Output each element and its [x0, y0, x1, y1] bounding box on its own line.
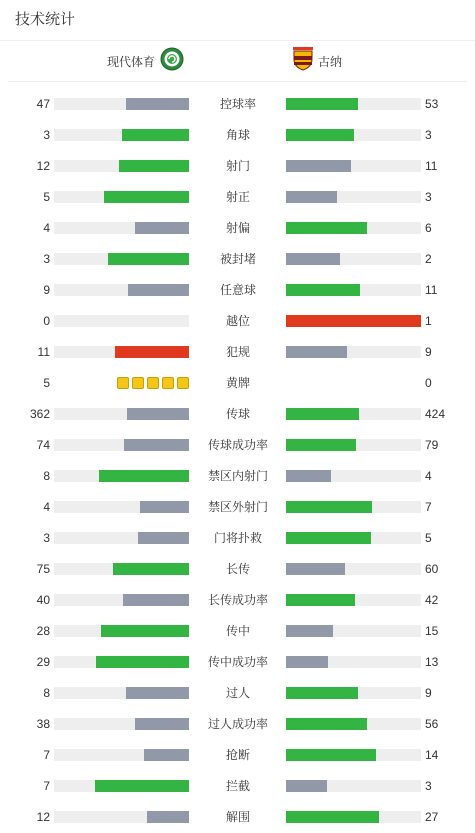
away-stat-value: 56 [425, 717, 439, 731]
home-stat-bar-track [54, 191, 189, 203]
away-stat-bar-track [286, 811, 421, 823]
away-stat-value: 11 [425, 283, 438, 297]
team-header-row [8, 41, 467, 82]
home-team-name: 现代体育 [106, 54, 155, 69]
away-stat-bar-track [286, 439, 421, 451]
away-stat-value: 3 [425, 128, 432, 142]
home-stat-value: 362 [29, 407, 50, 421]
home-stat-value: 28 [36, 624, 50, 638]
stat-row [0, 616, 475, 647]
stat-label: 解围 [225, 810, 250, 824]
stat-row [0, 151, 475, 182]
away-stat-bar [286, 625, 333, 637]
stat-row [0, 709, 475, 740]
home-stat-bar [99, 470, 189, 482]
home-stat-value: 40 [36, 593, 50, 607]
away-stat-bar-track [286, 315, 421, 327]
home-yellow-cards [54, 377, 189, 389]
away-team-logo-icon [293, 47, 313, 76]
stat-label: 任意球 [219, 283, 256, 297]
home-stat-bar [135, 718, 189, 730]
away-stat-value: 6 [425, 221, 432, 235]
yellow-card-icon [177, 377, 189, 389]
stat-row [0, 89, 475, 120]
home-team[interactable] [107, 49, 184, 73]
stat-label: 抢断 [225, 748, 250, 762]
stat-row [0, 399, 475, 430]
home-stat-bar-track [54, 625, 189, 637]
home-stat-value: 12 [36, 810, 50, 824]
stat-row [0, 368, 475, 399]
stat-label: 被封堵 [219, 252, 256, 266]
home-stat-bar [108, 253, 189, 265]
home-stat-bar [135, 222, 189, 234]
home-stat-bar [104, 191, 189, 203]
away-stat-value: 9 [425, 345, 432, 359]
away-stat-bar-track [286, 129, 421, 141]
home-stat-bar [101, 625, 189, 637]
away-team-name: 古纳 [318, 54, 343, 69]
away-stat-value: 7 [425, 500, 432, 514]
stat-label: 禁区内射门 [207, 469, 268, 483]
home-stat-bar [119, 160, 189, 172]
away-stat-bar [286, 439, 356, 451]
stat-row [0, 306, 475, 337]
stat-row [0, 492, 475, 523]
away-stat-value: 79 [425, 438, 439, 452]
home-stat-value: 5 [43, 376, 50, 390]
stat-label: 传球 [225, 407, 250, 421]
stat-row [0, 678, 475, 709]
home-stat-value: 0 [43, 314, 50, 328]
home-stat-value: 12 [36, 159, 50, 173]
stat-row [0, 182, 475, 213]
home-stat-bar-track [54, 718, 189, 730]
stat-label: 射正 [225, 190, 250, 204]
home-stat-value: 9 [43, 283, 50, 297]
away-stat-bar-track [286, 470, 421, 482]
away-stat-bar-track [286, 532, 421, 544]
away-stat-bar-track [286, 749, 421, 761]
away-stat-bar-track [286, 284, 421, 296]
home-stat-bar-track [54, 222, 189, 234]
home-team-logo-icon [160, 47, 184, 76]
home-stat-value: 3 [43, 252, 50, 266]
home-stat-bar-track [54, 253, 189, 265]
away-stat-bar [286, 253, 340, 265]
home-stat-value: 7 [43, 748, 50, 762]
away-stat-bar-track [286, 160, 421, 172]
away-stat-bar [286, 687, 358, 699]
stat-row [0, 461, 475, 492]
home-stat-bar [128, 284, 189, 296]
away-team[interactable] [293, 49, 342, 73]
away-stat-bar [286, 780, 327, 792]
home-stat-bar [122, 129, 190, 141]
home-stat-value: 5 [43, 190, 50, 204]
away-stat-value: 3 [425, 779, 432, 793]
home-stat-bar [126, 687, 189, 699]
home-stat-value: 47 [36, 97, 50, 111]
home-stat-bar [140, 501, 189, 513]
stat-label: 拦截 [225, 779, 250, 793]
away-stat-bar [286, 284, 360, 296]
stat-label: 射偏 [225, 221, 250, 235]
stat-row [0, 337, 475, 368]
away-stat-bar-track [286, 98, 421, 110]
stat-row [0, 213, 475, 244]
away-stat-bar [286, 594, 355, 606]
home-stat-bar-track [54, 98, 189, 110]
home-stat-bar-track [54, 687, 189, 699]
home-stat-value: 75 [36, 562, 50, 576]
yellow-card-icon [147, 377, 159, 389]
away-stat-value: 42 [425, 593, 439, 607]
away-stat-bar [286, 532, 371, 544]
stat-label: 门将扑救 [213, 531, 262, 545]
stat-row [0, 771, 475, 802]
home-stat-bar [96, 656, 189, 668]
home-stat-bar-track [54, 532, 189, 544]
away-stat-value: 13 [425, 655, 439, 669]
away-stat-bar [286, 346, 347, 358]
home-stat-value: 4 [43, 500, 50, 514]
stat-row [0, 585, 475, 616]
away-stat-value: 3 [425, 190, 432, 204]
away-stat-bar-track [286, 346, 421, 358]
stat-label: 越位 [225, 314, 250, 328]
yellow-card-icon [162, 377, 174, 389]
home-stat-bar-track [54, 656, 189, 668]
home-stat-bar [147, 811, 189, 823]
stat-label: 控球率 [219, 97, 256, 111]
stat-label: 过人成功率 [207, 717, 268, 731]
home-stat-bar-track [54, 749, 189, 761]
away-stat-bar [286, 563, 345, 575]
yellow-card-icon [117, 377, 129, 389]
away-stat-bar-track [286, 222, 421, 234]
home-stat-bar-track [54, 129, 189, 141]
stat-row [0, 244, 475, 275]
away-stat-bar-track [286, 594, 421, 606]
away-stat-bar [286, 408, 359, 420]
away-stat-value: 11 [425, 159, 438, 173]
stat-label: 角球 [225, 128, 250, 142]
away-stat-bar-track [286, 780, 421, 792]
home-stat-bar-track [54, 346, 189, 358]
stat-label: 犯规 [225, 345, 250, 359]
away-stat-value: 14 [425, 748, 439, 762]
stat-label: 传球成功率 [207, 438, 268, 452]
away-stat-bar-track [286, 687, 421, 699]
stat-label: 传中成功率 [207, 655, 268, 669]
home-stat-bar-track [54, 811, 189, 823]
home-stat-bar-track [54, 470, 189, 482]
home-stat-bar [115, 346, 189, 358]
home-stat-bar [144, 749, 189, 761]
home-stat-value: 11 [37, 345, 50, 359]
away-stat-bar [286, 501, 372, 513]
stats-header [0, 0, 475, 41]
home-stat-value: 4 [43, 221, 50, 235]
stat-row [0, 120, 475, 151]
away-stat-bar [286, 749, 376, 761]
home-stat-bar-track [54, 563, 189, 575]
away-stat-bar-track [286, 656, 421, 668]
away-stat-bar [286, 222, 367, 234]
away-stat-value: 15 [425, 624, 439, 638]
away-stat-value: 0 [425, 376, 432, 390]
stat-row [0, 275, 475, 306]
home-stat-bar-track [54, 439, 189, 451]
away-stat-value: 60 [425, 562, 439, 576]
away-stat-bar-track [286, 253, 421, 265]
away-stat-bar-track [286, 625, 421, 637]
away-stat-bar [286, 811, 379, 823]
stat-row [0, 430, 475, 461]
away-stat-bar [286, 129, 354, 141]
home-stat-bar [123, 594, 189, 606]
stat-row [0, 802, 475, 833]
home-stat-bar [95, 780, 190, 792]
home-stat-value: 38 [36, 717, 50, 731]
stat-row [0, 554, 475, 585]
home-stat-bar [113, 563, 189, 575]
home-stat-bar [138, 532, 189, 544]
home-stat-value: 3 [43, 128, 50, 142]
away-stat-bar [286, 98, 358, 110]
away-stat-value: 53 [425, 97, 439, 111]
stat-label: 长传成功率 [207, 593, 268, 607]
home-stat-bar-track [54, 594, 189, 606]
home-stat-bar [124, 439, 189, 451]
away-stat-bar [286, 718, 367, 730]
home-stat-value: 8 [43, 469, 50, 483]
away-stat-value: 1 [425, 314, 432, 328]
away-stat-bar [286, 191, 337, 203]
home-stat-value: 8 [43, 686, 50, 700]
stat-label: 禁区外射门 [207, 500, 268, 514]
away-stat-bar [286, 315, 421, 327]
away-stat-bar [286, 160, 351, 172]
away-stat-value: 2 [425, 252, 432, 266]
away-stat-bar-track [286, 191, 421, 203]
stat-label: 长传 [225, 562, 250, 576]
home-stat-value: 29 [36, 655, 50, 669]
stat-label: 黄牌 [225, 376, 250, 390]
away-stat-bar [286, 470, 331, 482]
home-stat-value: 74 [36, 438, 50, 452]
yellow-card-icon [132, 377, 144, 389]
stat-row [0, 740, 475, 771]
home-stat-bar-track [54, 284, 189, 296]
stat-row [0, 647, 475, 678]
home-stat-bar-track [54, 408, 189, 420]
away-stat-bar-track [286, 408, 421, 420]
stat-label: 过人 [225, 686, 250, 700]
home-stat-bar-track [54, 315, 189, 327]
page-title: 技术统计 [15, 11, 76, 28]
away-stat-value: 4 [425, 469, 432, 483]
away-stat-bar-track [286, 718, 421, 730]
away-stat-value: 9 [425, 686, 432, 700]
home-stat-bar [126, 98, 189, 110]
stat-row [0, 523, 475, 554]
home-stat-value: 7 [43, 779, 50, 793]
stat-label: 传中 [225, 624, 250, 638]
away-stat-bar-track [286, 501, 421, 513]
away-stat-bar-track [286, 563, 421, 575]
stat-label: 射门 [225, 159, 250, 173]
stats-list [0, 89, 475, 833]
away-stat-value: 424 [425, 407, 446, 421]
home-stat-bar-track [54, 501, 189, 513]
away-stat-value: 5 [425, 531, 432, 545]
away-stat-value: 27 [425, 810, 439, 824]
away-stat-bar [286, 656, 328, 668]
home-stat-value: 3 [43, 531, 50, 545]
home-stat-bar-track [54, 780, 189, 792]
home-stat-bar [127, 408, 189, 420]
home-stat-bar-track [54, 160, 189, 172]
